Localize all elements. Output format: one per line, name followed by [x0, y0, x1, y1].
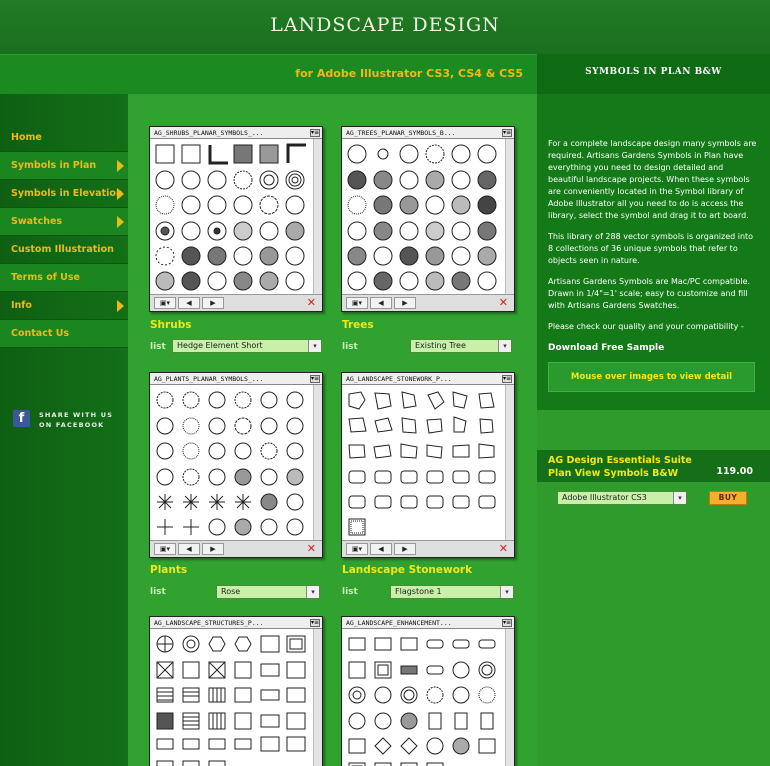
previous-icon[interactable]: ◀ [178, 543, 200, 555]
section-title-bar [537, 54, 770, 94]
mouse-over-hint: Mouse over images to view detail [548, 362, 755, 392]
library-menu-icon[interactable]: ▣▾ [346, 543, 368, 555]
symbol-grid[interactable] [154, 633, 309, 766]
panel-scrollbar[interactable] [505, 385, 514, 540]
library-menu-icon[interactable]: ▣▾ [154, 543, 176, 555]
nav-item-info[interactable] [0, 292, 128, 320]
delete-icon[interactable]: ✕ [498, 296, 508, 309]
share-text[interactable]: SHARE WITH US ON FACEBOOK [39, 411, 114, 429]
symbol-panel-structures[interactable] [149, 616, 323, 766]
nav-item-label: Home [11, 132, 42, 143]
panel-menu-icon[interactable]: ▾≡ [503, 129, 512, 136]
nav-item-label: Terms of Use [11, 272, 80, 283]
section-title: SYMBOLS IN PLAN B&W [585, 67, 722, 77]
nav-item-contact-us[interactable] [0, 320, 128, 348]
chevron-right-icon [117, 300, 124, 312]
chevron-down-icon: ▾ [498, 340, 511, 352]
description-box [537, 94, 770, 410]
panel-footer [342, 540, 514, 557]
list-label: list [150, 342, 166, 352]
panel-scrollbar[interactable] [313, 139, 322, 294]
panel-footer [342, 294, 514, 311]
description [548, 138, 760, 363]
nav-item-custom-illustration[interactable] [0, 236, 128, 264]
delete-icon[interactable]: ✕ [306, 542, 316, 555]
next-icon[interactable]: ▶ [202, 297, 224, 309]
category-name: Shrubs [150, 319, 192, 331]
facebook-icon[interactable]: f [13, 410, 30, 427]
nav-item-label: Symbols in Plan [11, 160, 97, 171]
symbol-panel-shrubs[interactable] [149, 126, 323, 312]
nav-item-symbols-in-elevation[interactable] [0, 180, 128, 208]
chevron-down-icon: ▾ [306, 586, 319, 598]
version-select[interactable] [557, 491, 687, 505]
nav-item-label: Info [11, 300, 32, 311]
library-menu-icon[interactable]: ▣▾ [346, 297, 368, 309]
symbol-panel-enhancements[interactable] [341, 616, 515, 766]
panel-menu-icon[interactable]: ▾≡ [503, 619, 512, 626]
panel-title: AG_LANDSCAPE_STRUCTURES_P... [150, 617, 322, 629]
panel-footer [150, 294, 322, 311]
subtitle: for Adobe Illustrator CS3, CS4 & CS5 [295, 67, 523, 80]
previous-icon[interactable]: ◀ [370, 297, 392, 309]
buy-button[interactable]: BUY [709, 491, 747, 505]
panel-footer [150, 540, 322, 557]
description-paragraph: Artisans Gardens Symbols are Mac/PC compatible. Drawn in 1/4"=1' scale; easy to customize and fill with Artisans Gardens Swatches. [548, 277, 751, 310]
header-banner [0, 0, 770, 54]
symbol-grid[interactable] [154, 389, 309, 539]
product-line1: AG Design Essentials Suite [548, 455, 692, 466]
symbol-panel-stonework[interactable] [341, 372, 515, 558]
symbol-gallery [128, 94, 537, 766]
list-label: list [150, 587, 166, 597]
category-name: Landscape Stonework [342, 564, 473, 576]
select-value: Flagstone 1 [395, 587, 442, 596]
product-band [537, 450, 770, 482]
category-name: Plants [150, 564, 188, 576]
select-value: Rose [221, 587, 241, 596]
category-name: Trees [342, 319, 374, 331]
panel-title: AG_PLANTS_PLANAR_SYMBOLS_... [150, 373, 322, 385]
panel-menu-icon[interactable]: ▾≡ [503, 375, 512, 382]
delete-icon[interactable]: ✕ [306, 296, 316, 309]
next-icon[interactable]: ▶ [202, 543, 224, 555]
panel-scrollbar[interactable] [313, 629, 322, 766]
next-icon[interactable]: ▶ [394, 543, 416, 555]
product-sidebar [537, 94, 770, 766]
select-value: Existing Tree [415, 341, 466, 350]
chevron-right-icon [117, 188, 124, 200]
panel-scrollbar[interactable] [505, 629, 514, 766]
nav-item-swatches[interactable] [0, 208, 128, 236]
select-value: Hedge Element Short [177, 341, 263, 350]
page-title: LANDSCAPE DESIGN [270, 14, 500, 36]
nav-item-label: Symbols in Elevation [11, 188, 123, 199]
library-menu-icon[interactable]: ▣▾ [154, 297, 176, 309]
symbol-grid[interactable] [346, 389, 501, 539]
panel-title: AG_TREES_PLANAR_SYMBOLS_B... [342, 127, 514, 139]
panel-title: AG_LANDSCAPE_STONEWORK_P... [342, 373, 514, 385]
next-icon[interactable]: ▶ [394, 297, 416, 309]
symbol-grid[interactable] [154, 143, 309, 293]
select-value: Adobe Illustrator CS3 [562, 493, 647, 502]
previous-icon[interactable]: ◀ [370, 543, 392, 555]
nav-item-label: Swatches [11, 216, 63, 227]
chevron-down-icon: ▾ [673, 492, 686, 504]
nav-menu [0, 124, 128, 348]
nav-item-label: Contact Us [11, 328, 70, 339]
product-name [548, 454, 692, 480]
list-label: list [342, 342, 358, 352]
nav-item-home[interactable] [0, 124, 128, 152]
nav-item-symbols-in-plan[interactable] [0, 152, 128, 180]
symbol-panel-trees[interactable] [341, 126, 515, 312]
description-paragraph: Please check our quality and your compatibility - [548, 322, 744, 331]
download-sample-link[interactable]: Download Free Sample [548, 343, 665, 353]
delete-icon[interactable]: ✕ [498, 542, 508, 555]
description-paragraph: For a complete landscape design many symbols are required. Artisans Gardens Symbols in Plan have everything you need to design detailed and beautiful landscape projects. When these symbols are conveniently located in the Symbol library of Adobe Illustrator all you need to do is access the library, select the symbol and drag it to art board. [548, 139, 757, 220]
stonework-select[interactable] [390, 585, 514, 599]
product-line2: Plan View Symbols B&W [548, 468, 679, 479]
left-navigation [0, 94, 128, 766]
list-label: list [342, 587, 358, 597]
symbol-grid[interactable] [346, 633, 501, 766]
chevron-down-icon: ▾ [500, 586, 513, 598]
chevron-down-icon: ▾ [308, 340, 321, 352]
shrubs-select[interactable] [172, 339, 322, 353]
previous-icon[interactable]: ◀ [178, 297, 200, 309]
trees-select[interactable] [410, 339, 512, 353]
chevron-right-icon [117, 160, 124, 172]
description-paragraph: This library of 288 vector symbols is organized into 8 collections of 36 unique symbols that refer to objects seen in nature. [548, 232, 754, 265]
symbol-panel-plants[interactable] [149, 372, 323, 558]
nav-item-terms-of-use[interactable] [0, 264, 128, 292]
subtitle-bar [0, 54, 537, 94]
panel-menu-icon[interactable]: ▾≡ [311, 375, 320, 382]
nav-item-label: Custom Illustration [11, 244, 114, 255]
panel-title: AG_SHRUBS_PLANAR_SYMBOLS_... [150, 127, 322, 139]
panel-menu-icon[interactable]: ▾≡ [311, 129, 320, 136]
symbol-grid[interactable] [346, 143, 501, 293]
chevron-right-icon [117, 216, 124, 228]
product-price: 119.00 [716, 466, 753, 477]
panel-scrollbar[interactable] [313, 385, 322, 540]
plants-select[interactable] [216, 585, 320, 599]
panel-title: AG_LANDSCAPE_ENHANCEMENT... [342, 617, 514, 629]
panel-scrollbar[interactable] [505, 139, 514, 294]
panel-menu-icon[interactable]: ▾≡ [311, 619, 320, 626]
